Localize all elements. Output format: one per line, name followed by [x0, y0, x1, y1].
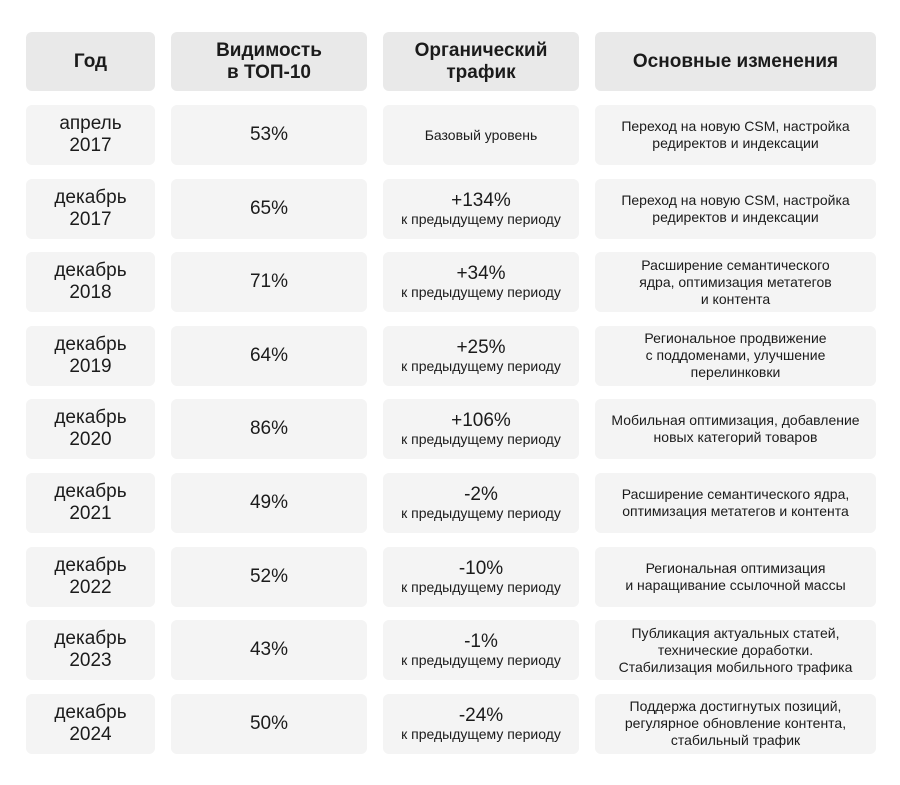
year-cell	[26, 326, 155, 386]
changes-text: Стабилизация мобильного трафика	[618, 658, 853, 675]
changes-text: и наращивание ссылочной массы	[625, 576, 846, 593]
changes-text: Переход на новую CSM, настройка	[621, 191, 850, 208]
year-text: апрель	[59, 113, 122, 134]
changes-text: Переход на новую CSM, настройка	[621, 118, 850, 134]
seo-history-table	[26, 32, 876, 767]
changes-text: редиректов и индексации	[652, 208, 819, 225]
changes-text: регулярное обновление контента,	[624, 715, 847, 732]
traffic-cell	[383, 473, 579, 533]
changes-cell	[595, 252, 876, 312]
changes-text: и контента	[700, 290, 771, 307]
traffic-cell	[383, 252, 579, 312]
visibility-cell	[171, 399, 367, 459]
changes-text: Расширение семантического ядра,	[621, 485, 850, 502]
year-text: 2018	[69, 282, 112, 304]
visibility-value: 43%	[249, 639, 289, 661]
traffic-note: к предыдущему периоду	[401, 210, 561, 227]
year-cell	[26, 694, 155, 754]
header-traffic: Органический трафик	[383, 32, 579, 91]
changes-cell	[595, 399, 876, 459]
year-text: 2017	[69, 135, 112, 156]
changes-text: редиректов и индексации	[652, 135, 819, 151]
year-text: декабрь	[54, 260, 127, 282]
year-cell	[26, 473, 155, 533]
year-cell	[26, 620, 155, 680]
year-cell	[26, 252, 155, 312]
changes-text: Мобильная оптимизация, добавление	[611, 412, 860, 429]
year-text: 2022	[69, 576, 112, 598]
visibility-value: 86%	[249, 418, 289, 440]
year-cell	[26, 399, 155, 459]
changes-cell	[595, 179, 876, 239]
changes-text: Региональное продвижение	[644, 330, 827, 347]
traffic-note: к предыдущему периоду	[401, 504, 561, 521]
traffic-note: Базовый уровень	[424, 127, 538, 143]
visibility-value: 65%	[249, 197, 289, 219]
year-text: 2021	[69, 502, 112, 524]
year-text: 2019	[69, 355, 112, 377]
year-cell	[26, 179, 155, 239]
traffic-note: к предыдущему периоду	[401, 357, 561, 374]
changes-text: с поддоменами, улучшение	[645, 347, 826, 364]
year-text: декабрь	[54, 701, 127, 723]
traffic-cell	[383, 620, 579, 680]
traffic-change: +134%	[451, 189, 511, 211]
visibility-value: 53%	[249, 124, 289, 145]
year-text: декабрь	[54, 407, 127, 429]
year-text: декабрь	[54, 554, 127, 576]
traffic-cell	[383, 179, 579, 239]
visibility-cell	[171, 694, 367, 754]
traffic-change: -24%	[458, 704, 504, 726]
year-cell	[26, 547, 155, 607]
traffic-change: -2%	[464, 483, 498, 505]
header-visibility: Видимость в ТОП-10	[171, 32, 367, 91]
year-cell	[26, 105, 155, 165]
header-changes: Основные изменения	[595, 32, 876, 91]
visibility-value: 50%	[249, 712, 289, 734]
traffic-note: к предыдущему периоду	[401, 652, 561, 669]
changes-cell	[595, 473, 876, 533]
header-year: Год	[26, 32, 155, 91]
year-text: декабрь	[54, 333, 127, 355]
year-text: декабрь	[54, 628, 127, 650]
traffic-cell	[383, 105, 579, 165]
changes-cell	[595, 547, 876, 607]
year-text: 2020	[69, 429, 112, 451]
changes-text: технические доработки.	[657, 641, 814, 658]
traffic-cell	[383, 547, 579, 607]
visibility-cell	[171, 473, 367, 533]
visibility-cell	[171, 547, 367, 607]
visibility-cell	[171, 179, 367, 239]
changes-cell	[595, 694, 876, 754]
visibility-value: 49%	[249, 491, 289, 513]
traffic-change: +106%	[451, 410, 511, 432]
changes-text: оптимизация метатегов и контента	[622, 502, 849, 519]
traffic-change: +25%	[456, 336, 506, 358]
changes-text: Региональная оптимизация	[645, 559, 826, 576]
traffic-cell	[383, 399, 579, 459]
changes-text: Поддержа достигнутых позиций,	[629, 698, 842, 715]
traffic-note: к предыдущему периоду	[401, 431, 561, 448]
traffic-cell	[383, 694, 579, 754]
changes-text: стабильный трафик	[670, 732, 801, 749]
year-text: 2017	[69, 208, 112, 230]
changes-cell	[595, 105, 876, 165]
changes-text: Публикация актуальных статей,	[631, 624, 840, 641]
visibility-value: 71%	[249, 271, 289, 293]
traffic-note: к предыдущему периоду	[401, 578, 561, 595]
year-text: 2023	[69, 650, 112, 672]
traffic-note: к предыдущему периоду	[401, 284, 561, 301]
changes-text: Расширение семантического	[641, 256, 830, 273]
traffic-cell	[383, 326, 579, 386]
traffic-note: к предыдущему периоду	[401, 725, 561, 742]
changes-cell	[595, 620, 876, 680]
changes-text: новых категорий товаров	[653, 429, 818, 446]
traffic-change: -10%	[458, 557, 504, 579]
year-text: декабрь	[54, 186, 127, 208]
visibility-cell	[171, 252, 367, 312]
visibility-cell	[171, 620, 367, 680]
changes-text: ядра, оптимизация метатегов	[639, 273, 832, 290]
traffic-change: +34%	[456, 263, 506, 285]
visibility-value: 52%	[249, 565, 289, 587]
changes-cell	[595, 326, 876, 386]
visibility-value: 64%	[249, 344, 289, 366]
visibility-cell	[171, 326, 367, 386]
year-text: 2024	[69, 723, 112, 745]
visibility-cell	[171, 105, 367, 165]
traffic-change: -1%	[464, 631, 498, 653]
changes-text: перелинковки	[690, 364, 781, 381]
year-text: декабрь	[54, 480, 127, 502]
